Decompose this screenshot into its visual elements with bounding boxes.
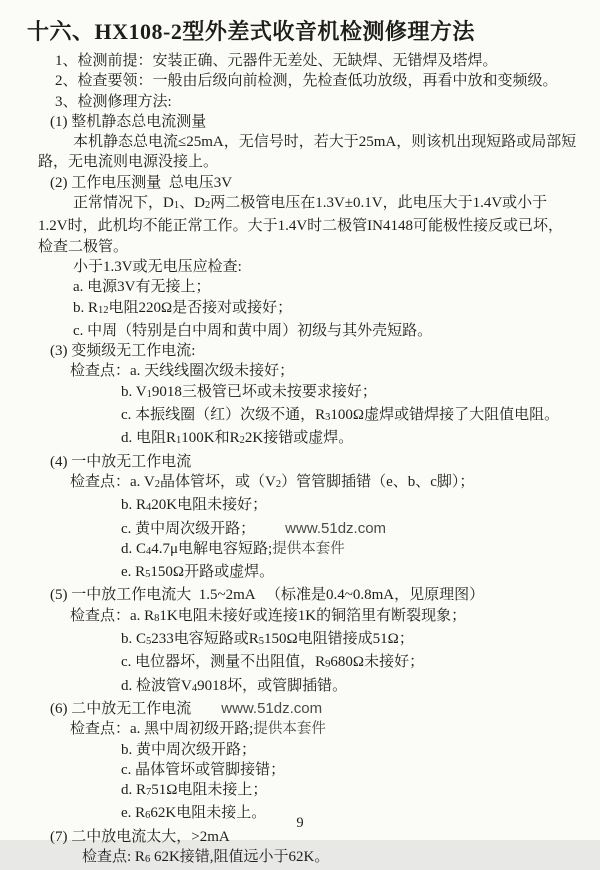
text-segment: 检查二极管。 — [38, 238, 129, 255]
subscript-digit: 4 — [146, 502, 152, 514]
subscript-digit: 2 — [204, 200, 211, 212]
text-segment: (4) 一中放无工作电流 — [50, 453, 192, 470]
text-segment: c. 黄中周次级开路； — [121, 520, 256, 537]
text-segment: c. 电位器坏，测量不出阻值，R — [121, 654, 326, 671]
text-line — [0, 676, 600, 699]
subscript-digit: 1 — [176, 435, 182, 447]
text-segment: c. 晶体管坏或管脚接错； — [121, 761, 286, 778]
subscript-digit: 9 — [325, 659, 331, 671]
text-line — [0, 495, 600, 518]
text-segment: ）管管脚插错（e、b、c脚）； — [281, 473, 475, 490]
text-segment: (5) 一中放工作电流大 1.5~2mA （标准是0.4~0.8mA，见原理图） — [50, 587, 485, 604]
text-segment: 2、检查要领：一般由后级向前检测，先检查低功放级，再看中放和变频级。 — [55, 73, 558, 90]
subscript-digit: 4 — [191, 682, 198, 694]
text-line — [0, 71, 600, 91]
text-segment: 两二极管电压在1.3V±0.1V，此电压大于1.4V或小于 — [210, 195, 548, 212]
text-segment: 2K接错或虚焊。 — [244, 430, 354, 447]
text-line — [0, 562, 600, 585]
text-segment: 4.7μ电解电容短路; — [151, 540, 273, 557]
text-line — [0, 719, 600, 739]
text-segment: 本机静态总电流≤25mA，无信号时，若大于25mA，则该机出现短路或局部短 — [73, 134, 577, 151]
text-segment: 检查点：a. V — [70, 473, 155, 490]
subscript-digit: 2 — [154, 478, 160, 490]
text-segment: b. 黄中周次级开路； — [121, 741, 257, 758]
text-line — [0, 321, 600, 341]
text-segment: (3) 变频级无工作电流: — [50, 343, 196, 360]
text-segment: d. R — [121, 782, 147, 799]
text-line — [0, 519, 600, 539]
text-segment: 62K接错,阻值远小于62K。 — [150, 848, 330, 865]
text-segment: 检查点：a. R — [70, 607, 155, 624]
text-segment: 正常情况下，D — [73, 195, 174, 212]
subscript-digit: 3 — [325, 412, 331, 424]
text-segment: 、D — [179, 195, 205, 212]
text-segment: d. C — [121, 540, 147, 557]
text-segment: (2) 工作电压测量 总电压3V — [50, 174, 233, 191]
text-line — [0, 382, 600, 405]
text-line — [0, 629, 600, 652]
subscript-digit: 12 — [98, 304, 109, 316]
subscript-digit: 6 — [144, 853, 151, 865]
text-line — [0, 92, 600, 112]
text-segment: (7) 二中放电流太大，>2mA — [50, 828, 230, 845]
document-body — [0, 46, 600, 870]
text-line — [0, 361, 600, 381]
subscript-digit: 5 — [146, 636, 152, 648]
text-segment: 1.2V时，此机均不能正常工作。大于1.4V时二极管IN4148可能极性接反或已坏， — [38, 218, 563, 235]
text-line — [0, 585, 600, 605]
subscript-digit: 1 — [173, 200, 180, 212]
text-segment: 3、检测修理方法: — [55, 93, 172, 110]
text-segment: 检查点：a. 天线线圈次级未接好； — [70, 363, 295, 380]
subscript-digit: 5 — [145, 569, 151, 581]
text-line — [0, 237, 600, 257]
text-segment: 680Ω未接好； — [330, 654, 425, 671]
text-segment: 62K电阻未接上。 — [150, 805, 267, 822]
subscript-digit: 6 — [145, 810, 151, 822]
text-line — [0, 152, 600, 172]
text-segment: 1K电阻未接好或连接1K的铜箔里有断裂现象； — [159, 607, 467, 624]
text-line — [0, 606, 600, 629]
text-line — [0, 51, 600, 71]
watermark-slogan: 提供本套件 — [272, 540, 345, 557]
subscript-digit: 5 — [258, 636, 265, 648]
subscript-digit: 7 — [146, 787, 152, 799]
text-line — [0, 193, 600, 216]
text-line — [0, 652, 600, 675]
text-line — [0, 112, 600, 132]
text-line — [0, 740, 600, 760]
text-line — [0, 539, 600, 562]
text-segment: 电阻220Ω是否接对或接好； — [108, 299, 293, 316]
text-line — [0, 452, 600, 472]
text-line — [0, 405, 600, 428]
text-segment: (6) 二中放无工作电流 — [50, 700, 192, 717]
text-segment: 检查点: R — [82, 848, 145, 865]
text-segment: (1) 整机静态总电流测量 — [50, 113, 207, 130]
text-line — [0, 847, 600, 870]
subscript-digit: 2 — [275, 478, 282, 490]
text-segment: 小于1.3V或无电压应检查: — [73, 258, 242, 275]
text-segment: 51Ω电阻未接上； — [151, 782, 268, 799]
text-line — [0, 780, 600, 803]
text-line — [0, 277, 600, 297]
text-line — [0, 257, 600, 277]
text-line — [0, 472, 600, 495]
subscript-digit: 8 — [154, 612, 160, 624]
text-segment: 233电容短路或R — [151, 631, 259, 648]
text-line — [0, 132, 600, 152]
subscript-digit: 1 — [146, 388, 152, 400]
subscript-digit: 4 — [146, 545, 152, 557]
text-segment: 检查点：a. 黑中周初级开路; — [70, 721, 254, 738]
text-segment: 路，无电流则电源没接上。 — [38, 154, 219, 171]
watermark-url: www.51dz.com — [221, 699, 323, 717]
watermark-url: www.51dz.com — [285, 519, 387, 537]
text-line — [0, 298, 600, 321]
text-segment: d. 电阻R — [121, 430, 177, 447]
text-line — [0, 760, 600, 780]
text-line — [0, 699, 600, 719]
text-segment: e. R — [121, 805, 146, 822]
text-segment: c. 本振线圈（红）次级不通，R — [121, 407, 326, 424]
text-segment: e. R — [121, 564, 146, 581]
text-segment: b. R — [73, 299, 99, 316]
text-segment: d. 检波管V — [121, 677, 192, 694]
text-segment: c. 中周（特别是白中周和黄中周）初级与其外壳短路。 — [73, 322, 433, 339]
text-segment: 100K和R — [181, 430, 240, 447]
text-line — [0, 173, 600, 193]
text-segment: 9018坏，或管脚插错。 — [197, 677, 348, 694]
text-segment: 晶体管坏，或（V — [159, 473, 276, 490]
text-segment: b. C — [121, 631, 147, 648]
text-segment: 1、检测前提：安装正确、元器件无差处、无缺焊、无错焊及塔焊。 — [55, 53, 498, 69]
text-segment: b. V — [121, 383, 147, 400]
text-segment: a. 电源3V有无接上； — [73, 279, 211, 296]
text-line — [0, 216, 600, 236]
text-segment: 9018三极管已坏或未按要求接好； — [151, 383, 377, 400]
page-title: 十六、HX108-2型外差式收音机检测修理方法 — [27, 19, 475, 44]
text-segment: 150Ω开路或虚焊。 — [150, 564, 275, 581]
text-segment: 150Ω电阻错接成51Ω； — [264, 631, 414, 648]
text-segment: 100Ω虚焊或错焊接了大阻值电阻。 — [330, 407, 560, 424]
text-segment: 20K电阻未接好； — [151, 497, 268, 514]
text-line — [0, 341, 600, 361]
watermark-slogan: 提供本套件 — [253, 721, 326, 738]
subscript-digit: 2 — [239, 435, 245, 447]
text-segment: b. R — [121, 497, 147, 514]
text-line — [0, 428, 600, 451]
page-number: 9 — [296, 815, 304, 831]
